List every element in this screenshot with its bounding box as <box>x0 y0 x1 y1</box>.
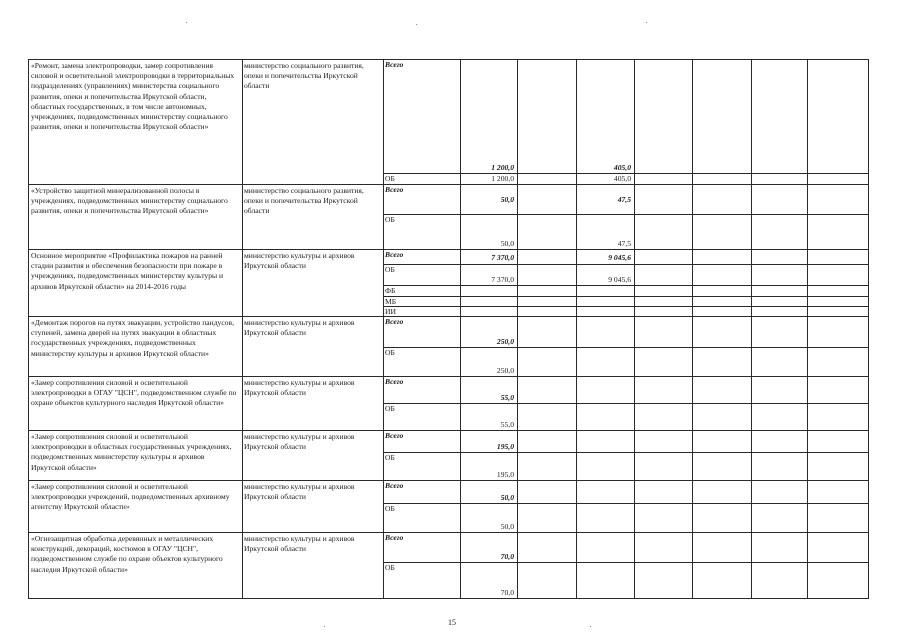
value-2014: 7 370,0 <box>491 253 514 262</box>
column-border <box>751 59 752 599</box>
event-name: Основное мероприятие «Профилактика пожаров на ранней стадии развития и обеспечения безопасности при пожаре в учреждениях, подведомственных министерству культуры и архивов Иркутской области» на 2014-2016 годы <box>31 251 224 291</box>
funding-source: ОБ <box>385 265 395 274</box>
executor-name: министерство культуры и архивов Иркутской области <box>244 318 355 338</box>
funding-source: Всего <box>385 533 404 542</box>
executor-name: министерство культуры и архивов Иркутской области <box>244 432 355 452</box>
row-border <box>28 598 869 599</box>
funding-source: ОБ <box>385 453 395 462</box>
row-border <box>28 59 869 60</box>
value-2014: 250,0 <box>496 337 514 346</box>
value-2016: 47,5 <box>617 195 631 204</box>
column-border <box>868 59 869 599</box>
value-2016: 405,0 <box>613 163 631 172</box>
column-border <box>28 59 29 599</box>
value-2016: 9 045,6 <box>608 275 631 284</box>
subrow-border <box>383 214 869 215</box>
row-border <box>28 480 869 481</box>
executor-name: министерство культуры и архивов Иркутской области <box>244 534 355 554</box>
subrow-border <box>383 452 869 453</box>
value-2014: 1 200,0 <box>491 163 514 172</box>
row-border <box>28 249 869 250</box>
scan-speck <box>646 22 647 23</box>
funding-source: Всего <box>385 185 404 194</box>
funding-source: ОБ <box>385 404 395 413</box>
executor-name: министерство социального развития, опеки и попечительства Иркутской области <box>244 61 364 91</box>
event-name: «Демонтаж порогов на путях эвакуации, устройство пандусов, ступеней, замена дверей на путях эвакуации в областных государственных учреждениях, подведомственных министерству культуры и архивов Иркутской области» <box>31 318 235 358</box>
funding-source: ИИ <box>385 307 396 316</box>
value-2014: 70,0 <box>500 552 514 561</box>
value-2014: 55,0 <box>500 393 514 402</box>
row-border <box>28 430 869 431</box>
value-2014: 50,0 <box>500 239 514 248</box>
value-2014: 250,0 <box>496 366 514 375</box>
executor-name: министерство культуры и архивов Иркутской области <box>244 251 355 271</box>
event-name: «Устройство защитной минерализованной полосы в учреждениях, подведомственных министерству социального развития, опеки и попечительства Иркутской области» <box>31 186 228 216</box>
event-name: «Ремонт, замена электропроводки, замер сопротивления силовой и осветительной электропроводки в территориальных подразделениях (управлениях) министерства социального развития, опеки и попечительства Иркутской области, областных государственных, в том числе автономных, учреждениях, подведомственных министерству социального развития, опеки и попечительства Иркутской области» <box>31 61 235 132</box>
column-border <box>517 59 518 599</box>
value-2016: 405,0 <box>613 174 631 183</box>
scan-speck <box>416 24 417 25</box>
executor-name: министерство социального развития, опеки и попечительства Иркутской области <box>244 186 364 216</box>
executor-name: министерство культуры и архивов Иркутской области <box>244 378 355 398</box>
column-border <box>576 59 577 599</box>
value-2014: 50,0 <box>500 493 514 502</box>
funding-source: МБ <box>385 297 397 306</box>
value-2014: 70,0 <box>500 588 514 597</box>
executor-name: министерство культуры и архивов Иркутской области <box>244 482 355 502</box>
scan-speck <box>186 22 187 23</box>
event-name: «Замер сопротивления силовой и осветительной электропроводки в ОГАУ "ЦСН", подведомственном службе по охране объектов культурного наследия Иркутской области» <box>31 378 237 408</box>
subrow-border <box>383 296 869 297</box>
event-name: «Замер сопротивления силовой и осветительной электропроводки учреждений, подведомственных архивному агентству Иркутской области» <box>31 482 230 512</box>
column-border <box>460 59 461 599</box>
value-2014: 1 200,0 <box>491 174 514 183</box>
page-number: 15 <box>448 618 456 627</box>
column-border <box>807 59 808 599</box>
funding-source: ОБ <box>385 348 395 357</box>
funding-source: ОБ <box>385 563 395 572</box>
row-border <box>28 376 869 377</box>
subrow-border <box>383 264 869 265</box>
funding-source: Всего <box>385 60 404 69</box>
funding-source: Всего <box>385 250 404 259</box>
value-2016: 47,5 <box>617 239 631 248</box>
subrow-border <box>383 306 869 307</box>
event-name: «Огнезащитная обработка деревянных и металлических конструкций, декораций, костюмов в ОГАУ "ЦСН", подведомственном службе по охране объектов культурного наследия Иркутской области» <box>31 534 223 574</box>
row-border <box>28 532 869 533</box>
funding-source: Всего <box>385 431 404 440</box>
subrow-border <box>383 347 869 348</box>
subrow-border <box>383 403 869 404</box>
funding-source: ОБ <box>385 215 395 224</box>
column-border <box>383 59 384 599</box>
scan-speck <box>590 626 591 627</box>
event-name: «Замер сопротивления силовой и осветительной электропроводки в областных государственных учреждениях, подведомственных министерству культуры и архивов Иркутской области» <box>31 432 232 472</box>
column-border <box>692 59 693 599</box>
value-2014: 195,0 <box>496 470 514 479</box>
value-2014: 195,0 <box>496 442 514 451</box>
value-2016: 9 045,6 <box>608 253 631 262</box>
funding-source: ОБ <box>385 174 395 183</box>
funding-source: ОБ <box>385 504 395 513</box>
column-border <box>634 59 635 599</box>
subrow-border <box>383 562 869 563</box>
row-border <box>28 184 869 185</box>
row-border <box>28 316 869 317</box>
funding-source: Всего <box>385 317 404 326</box>
value-2014: 50,0 <box>500 522 514 531</box>
funding-source: Всего <box>385 377 404 386</box>
value-2014: 50,0 <box>500 195 514 204</box>
scan-speck <box>324 626 325 627</box>
funding-source: Всего <box>385 481 404 490</box>
funding-source: ФБ <box>385 286 396 295</box>
value-2014: 55,0 <box>500 420 514 429</box>
value-2014: 7 370,0 <box>491 275 514 284</box>
subrow-border <box>383 503 869 504</box>
column-border <box>242 59 243 599</box>
